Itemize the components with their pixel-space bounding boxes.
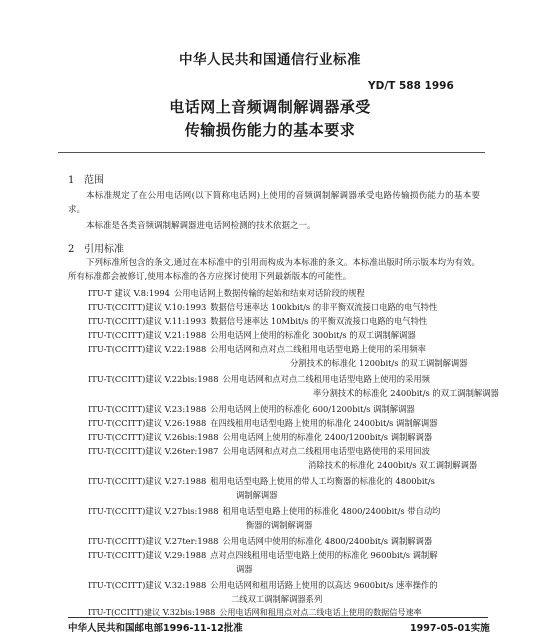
- standard-type: 中华人民共和国通信行业标准: [179, 52, 361, 68]
- reference-description-cont: 率分割技术的标准化 2400bit/s 的双工调制解调器: [313, 388, 499, 398]
- reference-item: [88, 416, 438, 430]
- reference-description-cont: 衡器的调制解调器: [246, 520, 313, 530]
- reference-item: [88, 342, 468, 368]
- reference-code: ITU-T(CCITT)建议 V.32:1988: [88, 580, 207, 590]
- reference-code: ITU-T(CCITT)建议 V.11:1993: [88, 316, 207, 326]
- section-number: 1: [68, 175, 75, 186]
- reference-item: [88, 328, 416, 342]
- reference-item: [88, 534, 432, 548]
- title-line-1: 电话网上音频调制解调器承受: [169, 98, 371, 116]
- reference-description: 数据信号速率达 10Mbit/s 的平衡双流接口电路的电气特性: [210, 316, 428, 326]
- reference-code: ITU-T 建议 V.8:1994: [88, 288, 170, 298]
- reference-description-cont: 调制解调器: [236, 490, 278, 500]
- reference-description: 公用电话网上使用的标准化 600/1200bit/s 调制解调器: [210, 404, 415, 414]
- section-1-paragraph-1: 本标准规定了在公用电话网(以下简称电话网)上使用的音频调制解调器承受电路传输损伤能力的基本要求。: [68, 191, 480, 215]
- reference-code: ITU-T(CCITT)建议 V.27bis:1988: [88, 506, 219, 516]
- section-title: 范围: [84, 175, 104, 186]
- reference-item: [88, 300, 437, 314]
- reference-code: ITU-T(CCITT)建议 V.26:1988: [88, 418, 207, 428]
- footer-divider: [68, 617, 488, 618]
- reference-code: ITU-T(CCITT)建议 V.29:1988: [88, 550, 207, 560]
- section-1-heading: [68, 171, 104, 186]
- reference-code: ITU-T(CCITT)建议 V.27ter:1988: [88, 536, 219, 546]
- reference-description-cont: 分割技术的标准化 1200bit/s 的双工调制解调器: [290, 358, 468, 368]
- reference-description: 公用电话网上使用的标准化 2400/1200bit/s 调制解调器: [222, 432, 433, 442]
- title-line-2: 传输损伤能力的基本要求: [184, 121, 356, 139]
- reference-item: [88, 286, 365, 300]
- reference-code: ITU-T(CCITT)建议 V.23:1988: [88, 404, 207, 414]
- reference-item: [88, 444, 478, 470]
- reference-code: ITU-T(CCITT)建议 V.22:1988: [88, 344, 207, 354]
- reference-description: 公用电话网和点对点二线租用电话型电路上使用的采用频率: [210, 344, 426, 354]
- reference-code: ITU-T(CCITT)建议 V.32bis:1988: [88, 607, 216, 617]
- approval-note: 中华人民共和国邮电部1996-11-12批准: [68, 623, 243, 634]
- reference-item: [88, 372, 499, 398]
- reference-description-cont: 消除技术的标准化 2400bit/s 双工调制解调器: [308, 460, 478, 470]
- reference-item: [88, 430, 432, 444]
- reference-description-cont: 调器: [236, 564, 253, 574]
- reference-description: 公用电话网上使用的标准化 300bit/s 的双工调制解调器: [210, 330, 416, 340]
- section-number: 2: [68, 244, 75, 255]
- reference-description: 租用电话型电路上使用的标准化 4800/2400bit/s 带自动均: [222, 506, 441, 516]
- reference-description: 公用电话网中使用的标准化 4800/2400bit/s 调制解调器: [222, 536, 433, 546]
- standard-code: YD/T 588 1996: [368, 80, 454, 92]
- reference-code: ITU-T(CCITT)建议 V.21:1988: [88, 330, 207, 340]
- reference-code: ITU-T(CCITT)建议 V.26bis:1988: [88, 432, 219, 442]
- reference-item: [88, 504, 441, 530]
- reference-description: 公用电话网和租用话路上使用的以高达 9600bit/s 速率操作的: [210, 580, 438, 590]
- reference-description: 公用电话网和点对点二线租用电话型电路上使用的采用频: [222, 374, 430, 384]
- reference-description: 在四线租用电话型电路上使用的标准化 2400bit/s 调制解调器: [210, 418, 438, 428]
- reference-description-cont: 二线双工调制解调器系列: [231, 594, 323, 604]
- reference-description: 公用电话网上数据传输的起始和结束对话阶段的规程: [173, 288, 365, 298]
- section-title: 引用标准: [84, 244, 124, 255]
- reference-code: ITU-T(CCITT)建议 V.10:1993: [88, 302, 207, 312]
- reference-code: ITU-T(CCITT)建议 V.27:1988: [88, 476, 207, 486]
- reference-description: 租用电话型电路上使用的带人工均衡器的标准化的 4800bit/s: [210, 476, 435, 486]
- reference-description: 点对点四线租用电话型电路上使用的标准化 9600bit/s 调制解: [210, 550, 438, 560]
- section-2-paragraph-1: 下列标准所包含的条文,通过在本标准中的引用而构成为本标准的条文。本标准出版时所示版本均为有效。所有标准都会被修订,使用本标准的各方应探讨使用下列最新版本的可能性。: [68, 258, 480, 282]
- reference-code: ITU-T(CCITT)建议 V.26ter:1987: [88, 446, 219, 456]
- reference-item: [88, 402, 415, 416]
- reference-item: [88, 548, 438, 574]
- reference-item: [88, 578, 438, 604]
- section-2-heading: [68, 240, 124, 255]
- reference-item: [88, 474, 435, 500]
- header-divider: [58, 152, 485, 153]
- reference-description: 公用电话网和点对点二线租用电话型电路使用的采用回波: [222, 446, 430, 456]
- reference-description: 数据信号速率达 100kbit/s 的非平衡双流接口电路的电气特性: [210, 302, 438, 312]
- reference-description: 公用电话网和租用点对点二线电话上使用的数据信号速率: [219, 607, 422, 617]
- section-1-paragraph-2: 本标准是各类音频调制解调器进电话网检测的技术依据之一。: [86, 221, 316, 231]
- implementation-date: 1997-05-01实施: [410, 623, 490, 634]
- reference-code: ITU-T(CCITT)建议 V.22bis:1988: [88, 374, 219, 384]
- reference-item: [88, 314, 427, 328]
